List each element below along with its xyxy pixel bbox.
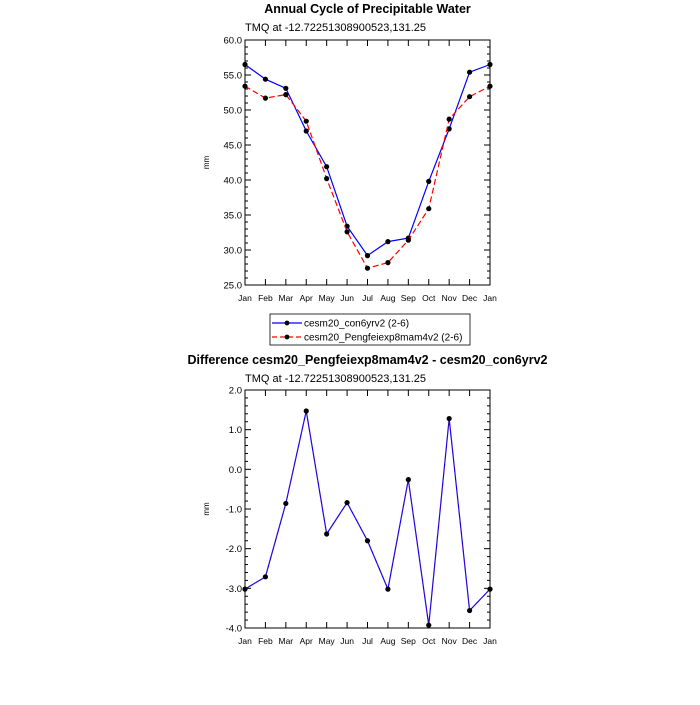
data-point <box>406 238 411 243</box>
y-tick-label: 50.0 <box>223 105 242 117</box>
chart-subtitle: TMQ at -12.72251308900523,131.25 <box>245 373 427 385</box>
data-point <box>263 77 268 82</box>
data-point <box>242 62 247 67</box>
x-tick-label: Jul <box>362 293 373 303</box>
plot-frame <box>245 40 490 285</box>
x-tick-label: May <box>318 293 335 303</box>
y-tick-label: 45.0 <box>223 140 242 152</box>
x-tick-label: Jan <box>238 636 252 646</box>
data-point <box>304 408 309 413</box>
data-point <box>263 96 268 101</box>
series-line-overlay <box>245 411 490 625</box>
data-point <box>467 70 472 75</box>
series-line-1 <box>245 86 490 268</box>
data-point <box>406 477 411 482</box>
y-tick-label: 55.0 <box>223 70 242 82</box>
y-tick-label: -4.0 <box>225 623 242 635</box>
data-point <box>304 119 309 124</box>
x-tick-label: Oct <box>422 293 436 303</box>
data-point <box>344 500 349 505</box>
x-tick-label: Aug <box>380 636 396 646</box>
x-tick-label: Oct <box>422 636 436 646</box>
y-tick-label: -3.0 <box>225 583 242 595</box>
y-tick-label: 2.0 <box>228 385 242 397</box>
legend <box>270 314 470 345</box>
legend-label: cesm20_con6yrv2 (2-6) <box>304 318 410 330</box>
x-tick-label: Jul <box>362 636 373 646</box>
x-tick-label: Dec <box>462 293 478 303</box>
chart-title: Annual Cycle of Precipitable Water <box>264 2 471 16</box>
x-tick-label: Sep <box>400 636 416 646</box>
legend-label: cesm20_Pengfeiexp8mam4v2 (2-6) <box>304 332 463 344</box>
data-point <box>344 229 349 234</box>
data-point <box>385 587 390 592</box>
y-tick-label: 1.0 <box>228 425 242 437</box>
y-tick-label: 60.0 <box>223 35 242 47</box>
x-tick-label: Nov <box>441 636 457 646</box>
y-tick-label: 0.0 <box>228 464 242 476</box>
y-tick-label: -1.0 <box>225 504 242 516</box>
chart-1 <box>188 353 548 646</box>
x-tick-label: Apr <box>299 636 313 646</box>
x-tick-label: Jan <box>483 636 497 646</box>
x-tick-label: Feb <box>258 293 273 303</box>
data-point <box>467 608 472 613</box>
data-point <box>324 164 329 169</box>
data-point <box>283 86 288 91</box>
data-point <box>365 253 370 258</box>
data-point <box>242 84 247 89</box>
data-point <box>385 260 390 265</box>
x-tick-label: Jan <box>238 293 252 303</box>
data-point <box>365 266 370 271</box>
data-point <box>447 416 452 421</box>
x-tick-label: Feb <box>258 636 273 646</box>
data-point <box>487 587 492 592</box>
y-tick-label: 35.0 <box>223 210 242 222</box>
y-tick-label: 30.0 <box>223 245 242 257</box>
x-tick-label: Nov <box>441 293 457 303</box>
data-point <box>467 94 472 99</box>
data-point <box>304 128 309 133</box>
data-point <box>242 587 247 592</box>
x-tick-label: Jun <box>340 293 354 303</box>
chart-0 <box>202 2 497 345</box>
data-point <box>283 92 288 97</box>
y-axis-label: mm <box>202 155 211 170</box>
x-tick-label: Dec <box>462 636 478 646</box>
data-point <box>385 239 390 244</box>
x-tick-label: Mar <box>278 293 294 303</box>
data-point <box>426 206 431 211</box>
data-point <box>426 623 431 628</box>
legend-marker <box>285 335 290 340</box>
y-axis-label: mm <box>202 502 211 516</box>
x-tick-label: Jun <box>340 636 354 646</box>
y-tick-label: 40.0 <box>223 175 242 187</box>
data-point <box>426 179 431 184</box>
plot-frame <box>245 390 490 628</box>
data-point <box>283 501 288 506</box>
data-point <box>365 538 370 543</box>
y-tick-label: -2.0 <box>225 544 242 556</box>
x-tick-label: May <box>318 636 335 646</box>
data-point <box>447 117 452 122</box>
legend-marker <box>285 321 290 326</box>
series-line-0 <box>245 65 490 256</box>
chart-title: Difference cesm20_Pengfeiexp8mam4v2 - cesm20_con6yrv2 <box>187 353 548 367</box>
data-point <box>487 84 492 89</box>
data-point <box>324 531 329 536</box>
x-tick-label: Aug <box>380 293 396 303</box>
y-tick-label: 25.0 <box>223 280 242 292</box>
data-point <box>324 176 329 181</box>
data-point <box>263 574 268 579</box>
x-tick-label: Apr <box>299 293 313 303</box>
x-tick-label: Sep <box>400 293 416 303</box>
chart-subtitle: TMQ at -12.72251308900523,131.25 <box>245 22 427 34</box>
x-tick-label: Jan <box>483 293 497 303</box>
data-point <box>487 62 492 67</box>
x-tick-label: Mar <box>278 636 294 646</box>
